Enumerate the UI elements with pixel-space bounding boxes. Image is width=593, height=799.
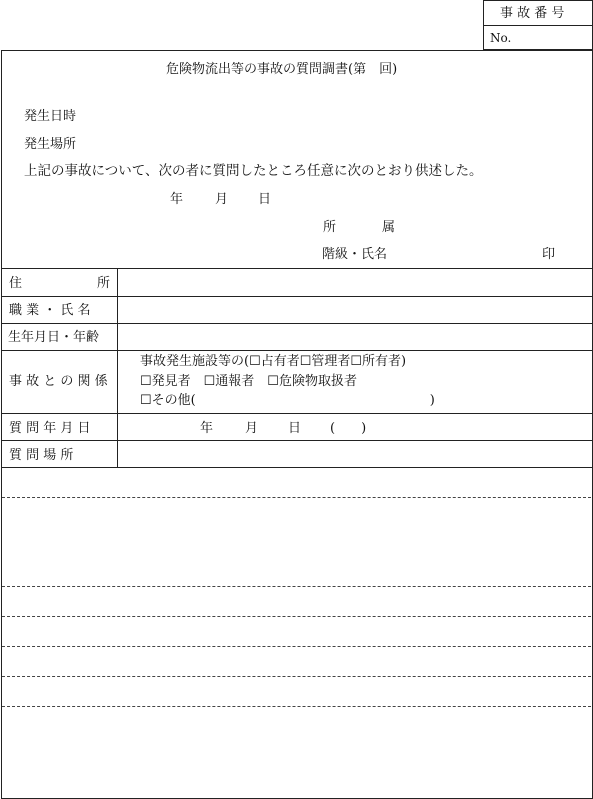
rank-name-field[interactable]	[400, 244, 530, 264]
question-date-day: 日	[288, 421, 302, 436]
question-place-label: 質 問 場 所	[9, 448, 74, 463]
relation-options-line-2[interactable]: ☐発見者 ☐通報者 ☐危険物取扱者	[140, 374, 357, 389]
occurrence-datetime-label: 発生日時	[24, 109, 77, 124]
question-date-month: 月	[245, 421, 259, 436]
writing-line	[2, 586, 591, 587]
row-divider-birth	[1, 350, 593, 351]
affiliation-field[interactable]	[400, 217, 570, 237]
date-year-label: 年	[170, 192, 184, 207]
address-label-1: 住	[9, 276, 23, 291]
case-number-no-label: No.	[490, 31, 512, 45]
birth-age-field[interactable]	[120, 326, 588, 348]
address-label-2: 所	[97, 276, 111, 291]
row-divider-relation	[1, 413, 593, 414]
affiliation-label-1: 所	[323, 220, 337, 235]
occurrence-place-field[interactable]	[90, 134, 570, 154]
rank-name-label: 階級・氏名	[322, 247, 388, 262]
address-field[interactable]	[120, 271, 588, 293]
occupation-name-label: 職 業 ・ 氏 名	[9, 303, 91, 318]
table-bottom-border	[1, 467, 593, 468]
statement-writing-area[interactable]	[2, 469, 591, 797]
affiliation-label-2: 属	[382, 220, 396, 235]
writing-line	[2, 616, 591, 617]
row-divider-occupation	[1, 323, 593, 324]
date-month-label: 月	[215, 192, 229, 207]
occurrence-place-label: 発生場所	[24, 137, 77, 152]
relation-label: 事 故 と の 関 係	[9, 374, 108, 389]
birth-age-label: 生年月日・年齢	[8, 330, 100, 345]
statement-text: 上記の事故について、次の者に質問したところ任意に次のとおり供述した。	[24, 163, 483, 179]
case-number-label: 事 故 番 号	[500, 6, 565, 21]
question-date-label: 質 問 年 月 日	[9, 421, 91, 436]
relation-options-line-3[interactable]: ☐その他( )	[140, 393, 435, 408]
seal-mark: 印	[542, 247, 556, 262]
occupation-name-field[interactable]	[120, 299, 588, 321]
occurrence-datetime-field[interactable]	[90, 106, 570, 126]
writing-line	[2, 646, 591, 647]
question-date-year: 年	[200, 421, 214, 436]
writing-line	[2, 676, 591, 677]
table-label-column-divider	[117, 268, 118, 468]
question-place-field[interactable]	[120, 443, 588, 465]
document-title: 危険物流出等の事故の質問調書(第 回)	[166, 62, 398, 77]
row-divider-address	[1, 296, 593, 297]
question-date-weekday: ( )	[330, 421, 367, 436]
writing-line	[2, 706, 591, 707]
table-top-border	[1, 268, 593, 269]
relation-options-line-1[interactable]: 事故発生施設等の(☐占有者☐管理者☐所有者)	[140, 354, 407, 369]
writing-line	[2, 497, 591, 498]
case-number-value-field[interactable]	[515, 28, 589, 46]
row-divider-question-date	[1, 440, 593, 441]
case-number-divider	[483, 25, 593, 26]
date-day-label: 日	[258, 192, 272, 207]
